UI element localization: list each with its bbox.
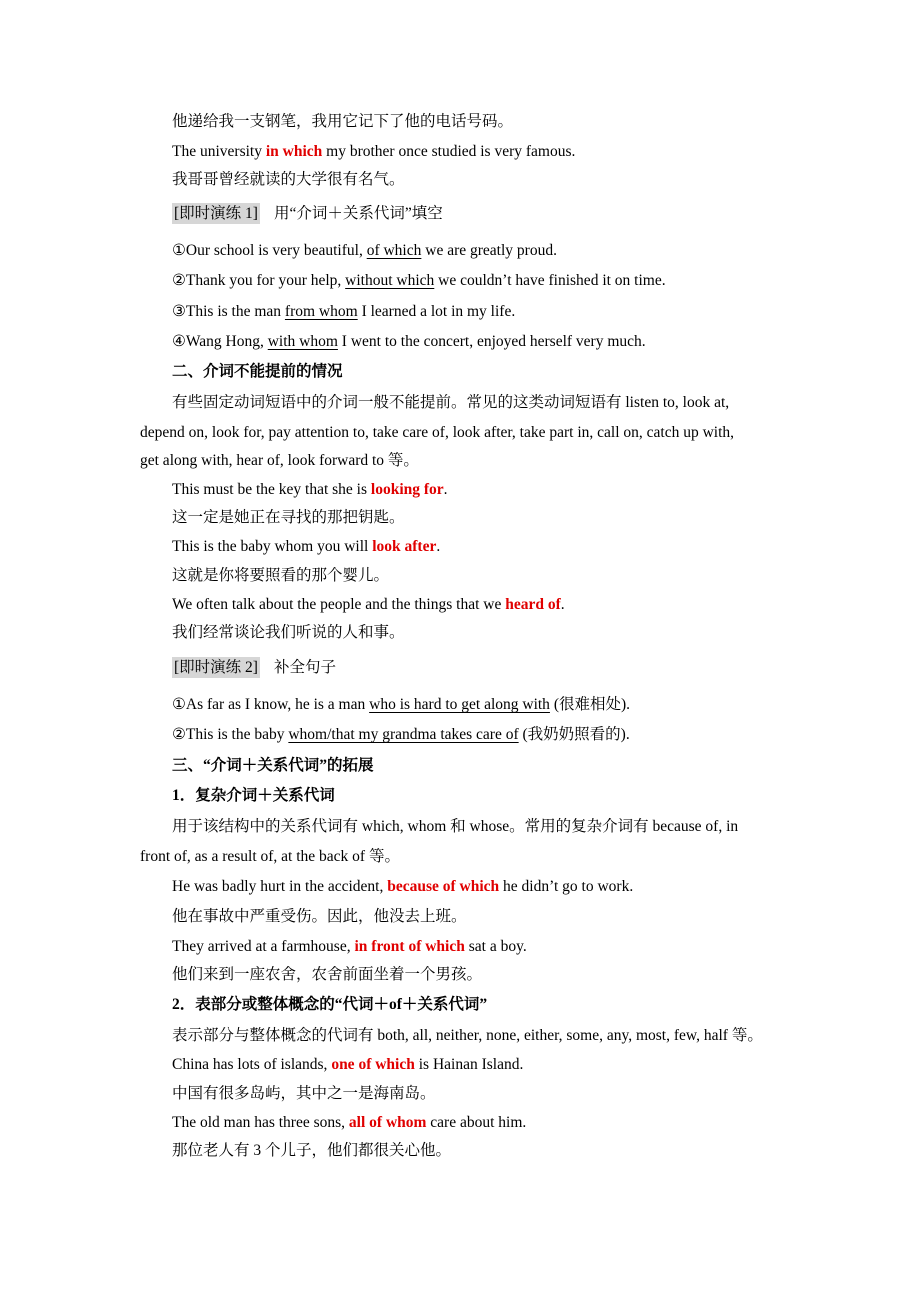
text-segment: is Hainan Island. [414,1056,524,1073]
text-segment: (我奶奶照看的). [518,726,630,743]
answer-blank: without which [345,272,435,289]
text-segment: ②Thank you for your help, [172,272,346,289]
text-line [172,537,440,557]
text-segment: sat a boy. [464,938,527,955]
highlighted-phrase: all of whom [348,1114,427,1131]
text-segment: 我们经常谈论我们听说的人和事。 [172,624,405,641]
text-line [172,393,729,413]
text-line [172,756,374,776]
text-line [172,508,405,528]
text-segment: I went to the concert, enjoyed herself very much. [337,333,646,350]
text-segment: ②This is the baby [172,726,289,743]
text-segment: The old man has three sons, [172,1114,349,1131]
text-line [172,658,336,678]
answer-blank: from whom [284,303,358,320]
text-line [172,725,630,745]
text-segment: front of, as a result of, at the back of 等。 [140,848,400,865]
text-segment: 用“介词＋关系代词”填空 [273,205,443,222]
text-line [172,480,448,500]
text-line [172,595,565,615]
text-line [172,112,513,132]
text-segment: 这就是你将要照看的那个婴儿。 [172,567,390,584]
text-segment: 表示部分与整体概念的代词有 both, all, neither, none, either, some, any, most, few, half 等。 [172,1027,763,1044]
text-segment: ①As far as I know, he is a man [172,696,370,713]
exercise-tag: [即时演练 1] [174,205,258,222]
text-segment: care about him. [426,1114,527,1131]
text-line [172,362,343,382]
text-line [172,1141,451,1161]
answer-blank: whom/that my grandma takes care of [288,726,519,743]
text-segment: We often talk about the people and the things that we [172,596,506,613]
section-heading: 1．复杂介词＋关系代词 [172,787,335,804]
text-segment: 有些固定动词短语中的介词一般不能提前。常见的这类动词短语有 listen to, look at, [172,394,730,411]
section-heading: 二、介词不能提前的情况 [172,363,343,380]
text-line [140,423,734,443]
text-line [172,566,389,586]
highlighted-phrase: because of which [387,878,500,895]
text-segment: get along with, hear of, look forward to 等。 [140,452,419,469]
text-segment: we couldn’t have finished it on time. [434,272,666,289]
text-line [172,142,575,162]
text-line [172,1055,523,1075]
text-segment: my brother once studied is very famous. [322,143,576,160]
text-segment: I learned a lot in my life. [357,303,516,320]
text-segment: . [443,481,448,498]
highlighted-phrase: one of which [331,1056,415,1073]
text-segment: 用于该结构中的关系代词有 which, whom 和 whose。常用的复杂介词有 because of, in [172,818,739,835]
text-line [172,965,482,985]
text-segment: 他在事故中严重受伤。因此，他没去上班。 [172,908,467,925]
text-segment: depend on, look for, pay attention to, take care of, look after, take part in, call on, catch up with, [140,424,735,441]
text-line [172,877,633,897]
text-segment: 他们来到一座农舍，农舍前面坐着一个男孩。 [172,966,483,983]
text-line [172,1026,763,1046]
text-segment: ④Wang Hong, [172,333,268,350]
highlighted-phrase: heard of [505,596,561,613]
highlighted-phrase: in which [265,143,323,160]
text-segment: ①Our school is very beautiful, [172,242,367,259]
text-line [172,695,630,715]
highlighted-phrase: looking for [370,481,444,498]
answer-blank: with whom [267,333,338,350]
text-segment: we are greatly proud. [421,242,557,259]
text-segment: This is the baby whom you will [172,538,373,555]
text-line [172,1084,436,1104]
section-heading: 2．表部分或整体概念的“代词＋of＋关系代词” [172,996,488,1013]
highlighted-phrase: in front of which [354,938,465,955]
section-heading: 三、“介词＋关系代词”的拓展 [172,757,374,774]
text-line [172,302,515,322]
text-segment: The university [172,143,266,160]
answer-blank: of which [366,242,422,259]
text-line [172,170,405,190]
text-line [172,623,405,643]
highlighted-phrase: look after [372,538,437,555]
text-segment: 他递给我一支钢笔，我用它记下了他的电话号码。 [172,113,514,130]
text-segment: 补全句子 [273,659,336,676]
text-segment: (很难相处). [549,696,631,713]
text-segment: he didn’t go to work. [499,878,634,895]
text-line [140,847,400,867]
text-line [172,204,443,224]
text-line [172,332,646,352]
text-line [172,995,487,1015]
text-line [172,937,527,957]
text-segment: They arrived at a farmhouse, [172,938,355,955]
text-segment: 中国有很多岛屿，其中之一是海南岛。 [172,1085,436,1102]
text-line [172,907,467,927]
text-segment: ③This is the man [172,303,285,320]
text-segment: This must be the key that she is [172,481,371,498]
text-segment: . [560,596,565,613]
text-segment: 我哥哥曾经就读的大学很有名气。 [172,171,405,188]
text-segment: China has lots of islands, [172,1056,332,1073]
text-line [172,786,335,806]
text-line [172,271,666,291]
text-segment: 这一定是她正在寻找的那把钥匙。 [172,509,405,526]
text-segment: He was badly hurt in the accident, [172,878,388,895]
text-line [172,241,557,261]
text-segment: 那位老人有 3 个儿子，他们都很关心他。 [172,1142,452,1159]
text-line [172,817,738,837]
text-line [172,1113,526,1133]
exercise-tag: [即时演练 2] [174,659,258,676]
text-line [140,451,419,471]
answer-blank: who is hard to get along with [369,696,550,713]
text-segment: . [436,538,441,555]
